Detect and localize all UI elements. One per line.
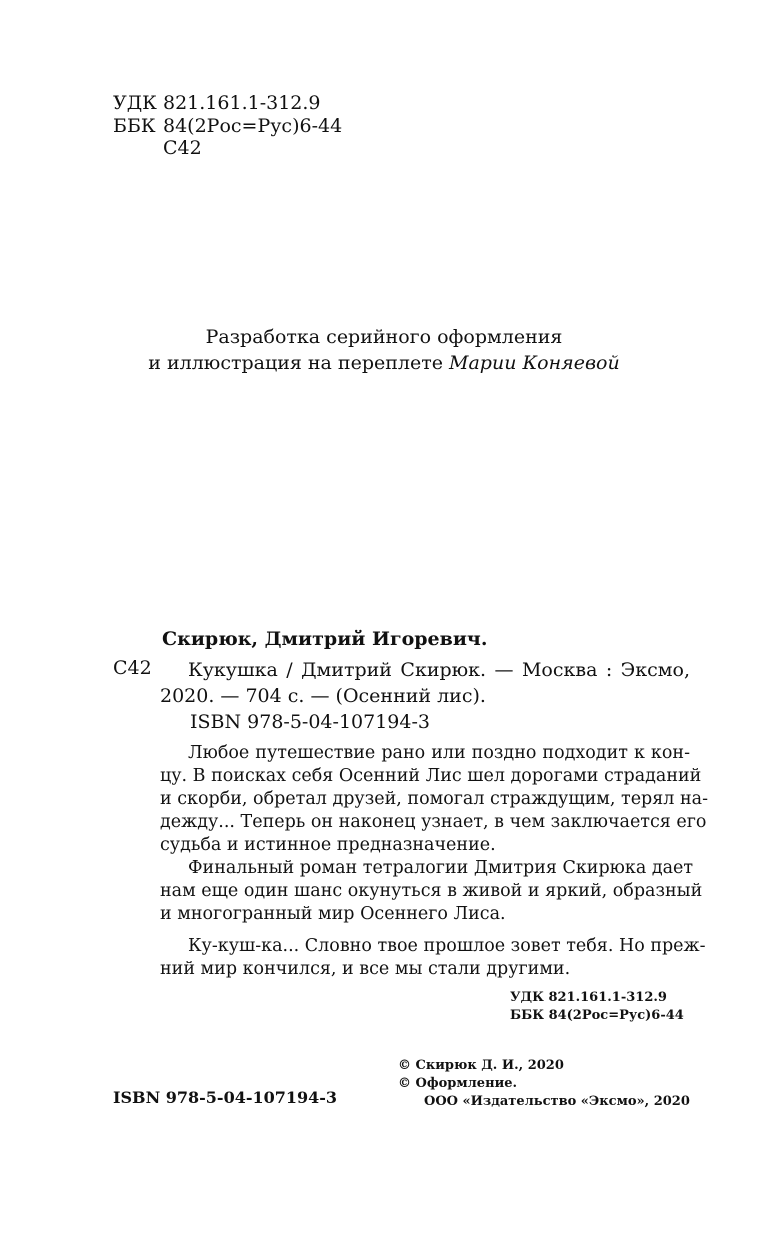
- bbk-label: ББК: [113, 115, 156, 137]
- record-isbn: ISBN 978-5-04-107194-3: [190, 711, 430, 733]
- annotation-line: нам еще один шанс окунуться в живой и яркий, образный: [160, 881, 703, 901]
- annotation-line: Финальный роман тетралогии Дмитрия Скирюка дает: [188, 858, 694, 878]
- record-biblio: [160, 657, 690, 709]
- annotation-line: цу. В поисках себя Осенний Лис шел дорогами страданий: [160, 766, 702, 786]
- biblio-line2: 2020. — 704 с. — (Осенний лис).: [160, 685, 486, 707]
- annotation-p1: [160, 742, 708, 857]
- final-udk: УДК 821.161.1-312.9: [510, 990, 667, 1005]
- copyright-line1: © Скирюк Д. И., 2020: [398, 1058, 564, 1073]
- design-credit: [0, 324, 768, 376]
- udk-label: УДК: [113, 92, 157, 114]
- udk-line: [113, 92, 321, 115]
- biblio-line1: Кукушка / Дмитрий Скирюк. — Москва : Эксмо,: [188, 659, 690, 681]
- record-mark: С42: [113, 657, 152, 679]
- annotation-line: Любое путешествие рано или поздно подходит к кон-: [188, 743, 690, 763]
- annotation-line: и скорби, обретал друзей, помогал страждущим, терял на-: [160, 789, 708, 809]
- final-bbk: ББК 84(2Рос=Рус)6-44: [510, 1008, 684, 1023]
- author-mark: С42: [163, 137, 202, 159]
- record-author: Скирюк, Дмитрий Игоревич.: [162, 628, 488, 650]
- design-credit-line2: [0, 350, 768, 376]
- illustrator-name: Марии Коняевой: [449, 352, 620, 374]
- annotation-line: Ку-куш-ка... Словно твое прошлое зовет тебя. Но преж-: [188, 936, 706, 956]
- design-credit-line1: Разработка серийного оформления: [205, 326, 563, 348]
- design-credit-prefix: и иллюстрация на переплете: [148, 352, 450, 374]
- annotation-line: и многогранный мир Осеннего Лиса.: [160, 904, 506, 924]
- bbk-value: 84(2Рос=Рус)6-44: [163, 115, 343, 137]
- annotation-line: ний мир кончился, и все мы стали другими.: [160, 959, 571, 979]
- bbk-line: [113, 115, 342, 138]
- copyright-line2: © Оформление.: [398, 1076, 518, 1091]
- annotation-p2: [160, 857, 703, 926]
- annotation-line: дежду... Теперь он наконец узнает, в чем заключается его: [160, 812, 707, 832]
- annotation-line: судьба и истинное предназначение.: [160, 835, 496, 855]
- udk-value: 821.161.1-312.9: [163, 92, 321, 114]
- isbn-bottom: ISBN 978-5-04-107194-3: [113, 1088, 338, 1107]
- copyright-line3: ООО «Издательство «Эксмо», 2020: [424, 1094, 690, 1109]
- annotation-p3: [160, 935, 706, 981]
